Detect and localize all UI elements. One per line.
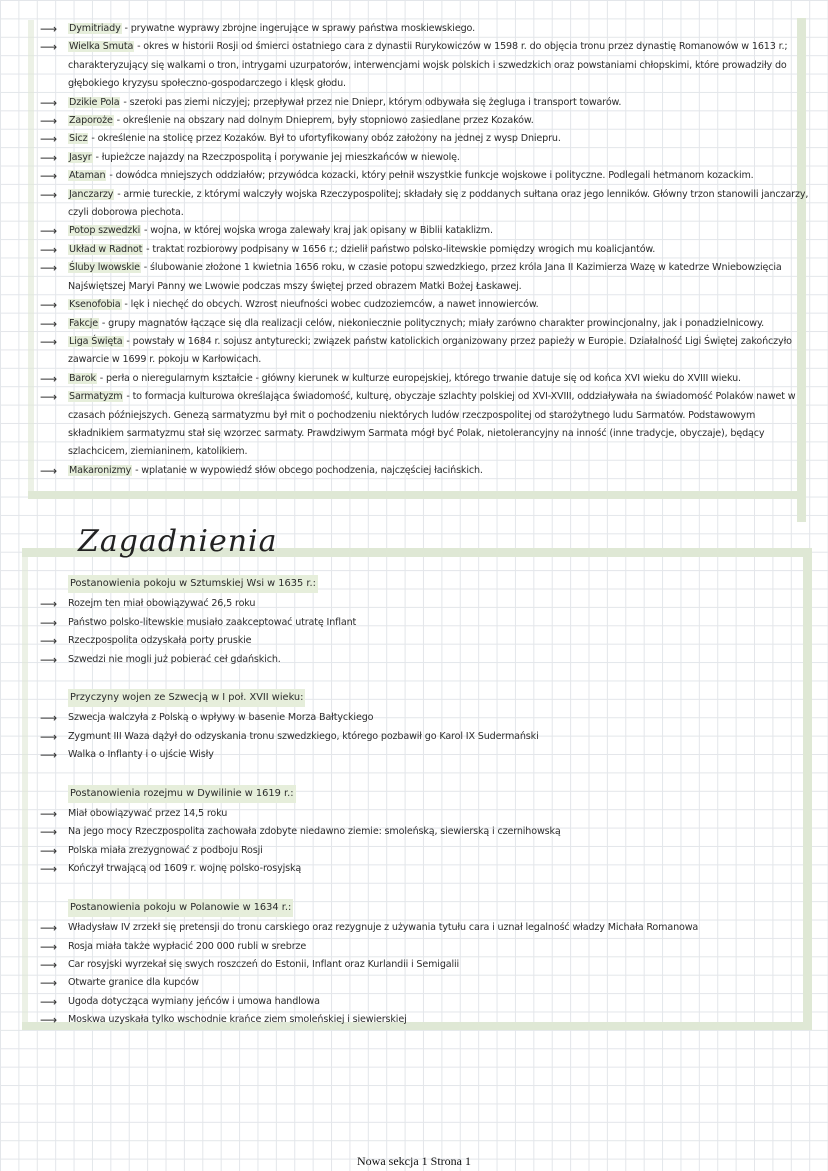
definition-text: - szeroki pas ziemi niczyjej; przepływał przez nie Dniepr, którym odbywała się żegluga i transport towarów. bbox=[120, 96, 622, 108]
arrow-icon: ⟶ bbox=[40, 597, 58, 612]
definition-text: - prywatne wyprawy zbrojne ingerujące w sprawy państwa moskiewskiego. bbox=[121, 23, 475, 34]
arrow-icon: ⟶ bbox=[40, 390, 58, 405]
definition-text: - lęk i niechęć do obcych. Wzrost nieufności wobec cudzoziemców, a nawet innowierców. bbox=[121, 299, 539, 311]
definition-text: - ślubowanie złożone 1 kwietnia 1656 roku, w czasie potopu szwedzkiego, przez króla Jana II Kazimierza Wazę w katedrze Wniebowzięcia Najświętszej Maryi Panny we Lwowie podczas mszy świętej przed obrazem Matki Bożej Łaskawej. bbox=[68, 262, 782, 292]
bottom-frame-left-bar bbox=[22, 548, 28, 1030]
arrow-icon: ⟶ bbox=[40, 316, 58, 331]
bottom-frame-right-bar bbox=[803, 548, 812, 1030]
definition-text: - to formacja kulturowa określająca świadomość, kulturę, obyczaje szlachty polskiej od XVI-XVIII, oddziaływała na świadomość Polaków nawet w czasach późniejszych. Genezą sarmatyzmu był mit o pochodzeniu niektórych ludów rzeczpospolitej od starożytnego ludu Sarmatów. Podstawowym składnikiem sarmatyzmu stał się wzorzec sarmaty. Prawdziwym Sarmata mógł być Polak, nietolerancyjny na inność (inne tradycje, obyczaje), będący szlachcicem, ziemianinem, katolikiem. bbox=[68, 391, 796, 458]
definition-item bbox=[40, 370, 810, 388]
definition-term: Liga Święta bbox=[69, 335, 123, 347]
topic-item-text: Rzeczpospolita odzyskała porty pruskie bbox=[68, 635, 252, 647]
topic-item bbox=[40, 993, 800, 1011]
topic-item-text: Szwecja walczyła z Polską o wpływy w basenie Morza Bałtyckiego bbox=[68, 712, 374, 724]
definition-text: - powstały w 1684 r. sojusz antyturecki; związek państw katolickich organizowany przez papieży w Europie. Działalność Ligi Świętej zakończyło zawarcie w 1699 r. pokoju w Karłowicach. bbox=[68, 335, 792, 366]
definition-text: - dowódca mniejszych oddziałów; przywódca kozacki, który pełnił wszystkie funkcje wojskowe i polityczne. Podlegali hetmanom kozackim. bbox=[106, 170, 754, 182]
arrow-icon: ⟶ bbox=[40, 95, 58, 110]
definition-item bbox=[40, 388, 810, 462]
topic-item bbox=[40, 651, 800, 669]
definition-item bbox=[40, 259, 810, 296]
arrow-icon: ⟶ bbox=[40, 807, 58, 822]
topic-item bbox=[40, 709, 800, 727]
definition-term: Sarmatyzm bbox=[69, 391, 123, 403]
arrow-icon: ⟶ bbox=[40, 150, 58, 165]
arrow-icon: ⟶ bbox=[40, 729, 58, 744]
topic-item bbox=[40, 842, 800, 860]
definition-term: Dzikie Pola bbox=[69, 96, 120, 108]
definition-text: - wplatanie w wypowiedź słów obcego pochodzenia, najczęściej łacińskich. bbox=[132, 464, 483, 476]
topic-item-text: Otwarte granice dla kupców bbox=[68, 977, 199, 989]
arrow-icon: ⟶ bbox=[40, 22, 58, 36]
arrow-icon: ⟶ bbox=[40, 114, 58, 129]
definition-term: Ksenofobia bbox=[69, 299, 121, 311]
topic-item bbox=[40, 823, 800, 841]
definition-item bbox=[40, 38, 810, 93]
topic-title: Przyczyny wojen ze Szwecją w I poł. XVII wieku: bbox=[68, 689, 305, 707]
arrow-icon: ⟶ bbox=[40, 40, 58, 55]
arrow-icon: ⟶ bbox=[40, 843, 58, 858]
definition-term: Ataman bbox=[69, 170, 106, 182]
definition-term: Wielka Smuta bbox=[69, 41, 134, 53]
topic-item-text: Rozejm ten miał obowiązywać 26,5 roku bbox=[68, 598, 256, 610]
topic-item-text: Miał obowiązywać przez 14,5 roku bbox=[68, 808, 228, 820]
topic-item bbox=[40, 805, 800, 823]
definition-item bbox=[40, 241, 810, 259]
definition-item bbox=[40, 333, 810, 370]
definition-item bbox=[40, 112, 810, 130]
definition-text: - traktat rozbiorowy podpisany w 1656 r.; dzielił państwo polsko-litewskie pomiędzy wrogich mu koalicjantów. bbox=[143, 243, 656, 255]
arrow-icon: ⟶ bbox=[40, 169, 58, 184]
top-frame-left-bar bbox=[28, 20, 34, 495]
page-footer: Nowa sekcja 1 Strona 1 bbox=[357, 1154, 471, 1168]
arrow-icon: ⟶ bbox=[40, 939, 58, 954]
definition-term: Potop szwedzki bbox=[69, 225, 141, 237]
topic-title: Postanowienia pokoju w Polanowie w 1634 r.: bbox=[68, 899, 293, 917]
topic-group bbox=[40, 687, 800, 765]
definition-term: Barok bbox=[69, 372, 96, 384]
topics-list bbox=[40, 573, 800, 1048]
topic-item-text: Ugoda dotycząca wymiany jeńców i umowa handlowa bbox=[68, 995, 320, 1007]
topic-item-text: Zygmunt III Waza dążył do odzyskania tronu szwedzkiego, którego pozbawił go Karol IX Sudermański bbox=[68, 730, 539, 742]
arrow-icon: ⟶ bbox=[40, 463, 58, 478]
topic-item-text: Władysław IV zrzekł się pretensji do tronu carskiego oraz rezygnuje z używania tytułu cara i uznał legalność władzy Michała Romanowa bbox=[68, 922, 699, 934]
arrow-icon: ⟶ bbox=[40, 921, 58, 936]
definition-term: Fakcje bbox=[69, 317, 99, 329]
definition-term: Zaporoże bbox=[69, 115, 113, 127]
definition-item bbox=[40, 186, 810, 223]
top-frame-bottom-bar bbox=[28, 491, 806, 499]
topic-item bbox=[40, 1011, 800, 1029]
topic-item bbox=[40, 956, 800, 974]
arrow-icon: ⟶ bbox=[40, 615, 58, 630]
arrow-icon: ⟶ bbox=[40, 634, 58, 649]
topic-item-text: Kończył trwającą od 1609 r. wojnę polsko-rosyjską bbox=[68, 863, 302, 875]
topic-group bbox=[40, 573, 800, 669]
arrow-icon: ⟶ bbox=[40, 261, 58, 276]
topic-item-text: Na jego mocy Rzeczpospolita zachowała zdobyte niedawno ziemie: smoleńską, siewierską i czernihowską bbox=[68, 826, 561, 838]
arrow-icon: ⟶ bbox=[40, 132, 58, 147]
topic-item-text: Car rosyjski wyrzekał się swych roszczeń do Estonii, Inflant oraz Kurlandii i Semigalii bbox=[68, 958, 460, 970]
arrow-icon: ⟶ bbox=[40, 1013, 58, 1028]
arrow-icon: ⟶ bbox=[40, 994, 58, 1009]
topic-item bbox=[40, 614, 800, 632]
definition-text: - wojna, w której wojska wroga zalewały kraj jak opisany w Biblii kataklizm. bbox=[141, 225, 493, 237]
arrow-icon: ⟶ bbox=[40, 862, 58, 877]
definition-item bbox=[40, 462, 810, 480]
topic-group bbox=[40, 783, 800, 879]
definition-term: Makaronizmy bbox=[69, 464, 132, 476]
definition-term: Dymitriady bbox=[69, 23, 121, 34]
definition-text: - okres w historii Rosji od śmierci ostatniego cara z dynastii Rurykowiczów w 1598 r. do objęcia tronu przez dynastię Romanowów w 1613 r.; charakteryzujący się walkami o tron, intrygami uzurpatorów, interwencjami wojsk polskich i szwedzkich oraz powstaniami chłopskimi, które prowadziły do głębokiego kryzysu społeczno-gospodarczego i klęsk głodu. bbox=[68, 41, 788, 90]
topic-item-text: Państwo polsko-litewskie musiało zaakceptować utratę Inflant bbox=[68, 616, 357, 628]
definition-term: Układ w Radnot bbox=[69, 243, 143, 255]
topic-item-text: Moskwa uzyskała tylko wschodnie krańce ziem smoleńskiej i siewierskiej bbox=[68, 1014, 407, 1026]
definition-text: - określenie na stolicę przez Kozaków. Był to ufortyfikowany obóz założony na jednej z wysp Dniepru. bbox=[88, 133, 561, 145]
definition-term: Jasyr bbox=[69, 151, 92, 163]
definition-term: Janczarzy bbox=[69, 188, 114, 200]
arrow-icon: ⟶ bbox=[40, 976, 58, 991]
arrow-icon: ⟶ bbox=[40, 334, 58, 349]
definitions-list bbox=[40, 20, 810, 480]
arrow-icon: ⟶ bbox=[40, 711, 58, 726]
topic-item bbox=[40, 746, 800, 764]
definition-text: - grupy magnatów łączące się dla realizacji celów, niekoniecznie politycznych; miały zarówno charakter prowincjonalny, jak i ponadzielnicowy. bbox=[99, 317, 765, 329]
definition-item bbox=[40, 20, 810, 38]
arrow-icon: ⟶ bbox=[40, 825, 58, 840]
definition-text: - określenie na obszary nad dolnym Dnieprem, były stopniowo zasiedlane przez Kozaków. bbox=[113, 115, 534, 127]
definition-item bbox=[40, 130, 810, 148]
arrow-icon: ⟶ bbox=[40, 242, 58, 257]
definition-item bbox=[40, 149, 810, 167]
topic-item-text: Walka o Inflanty i o ujście Wisły bbox=[68, 749, 214, 761]
definition-term: Sicz bbox=[69, 133, 88, 145]
topic-item bbox=[40, 974, 800, 992]
topic-item bbox=[40, 595, 800, 613]
section-heading: Zagadnienia bbox=[78, 524, 278, 559]
topic-title: Postanowienia pokoju w Sztumskiej Wsi w 1635 r.: bbox=[68, 575, 318, 593]
arrow-icon: ⟶ bbox=[40, 298, 58, 313]
arrow-icon: ⟶ bbox=[40, 748, 58, 763]
definition-text: - łupieżcze najazdy na Rzeczpospolitą i porywanie jej mieszkańców w niewolę. bbox=[92, 151, 460, 163]
topic-item-text: Rosja miała także wypłacić 200 000 rubli w srebrze bbox=[68, 940, 307, 952]
definition-item bbox=[40, 315, 810, 333]
topic-item bbox=[40, 919, 800, 937]
topic-item-text: Szwedzi nie mogli już pobierać ceł gdańskich. bbox=[68, 653, 281, 665]
definition-item bbox=[40, 94, 810, 112]
definition-item bbox=[40, 222, 810, 240]
definition-term: Śluby lwowskie bbox=[69, 262, 140, 274]
arrow-icon: ⟶ bbox=[40, 957, 58, 972]
topic-title: Postanowienia rozejmu w Dywilinie w 1619 r.: bbox=[68, 785, 296, 803]
arrow-icon: ⟶ bbox=[40, 371, 58, 386]
arrow-icon: ⟶ bbox=[40, 187, 58, 202]
definition-text: - armie tureckie, z którymi walczyły wojska Rzeczypospolitej; składały się z poddanych sułtana oraz jego lenników. Główny trzon stanowili janczarzy, czyli doborowa piechota. bbox=[68, 188, 809, 219]
arrow-icon: ⟶ bbox=[40, 224, 58, 239]
topic-item bbox=[40, 938, 800, 956]
topic-item-text: Polska miała zrezygnować z podboju Rosji bbox=[68, 844, 263, 856]
arrow-icon: ⟶ bbox=[40, 652, 58, 667]
definition-item bbox=[40, 296, 810, 314]
topic-item bbox=[40, 632, 800, 650]
topic-item bbox=[40, 728, 800, 746]
topic-group bbox=[40, 897, 800, 1030]
definition-item bbox=[40, 167, 810, 185]
topic-item bbox=[40, 860, 800, 878]
definition-text: - perła o nieregularnym kształcie - główny kierunek w kulturze europejskiej, którego trwanie datuje się od końca XVI wieku do XVIII wieku. bbox=[96, 372, 741, 384]
